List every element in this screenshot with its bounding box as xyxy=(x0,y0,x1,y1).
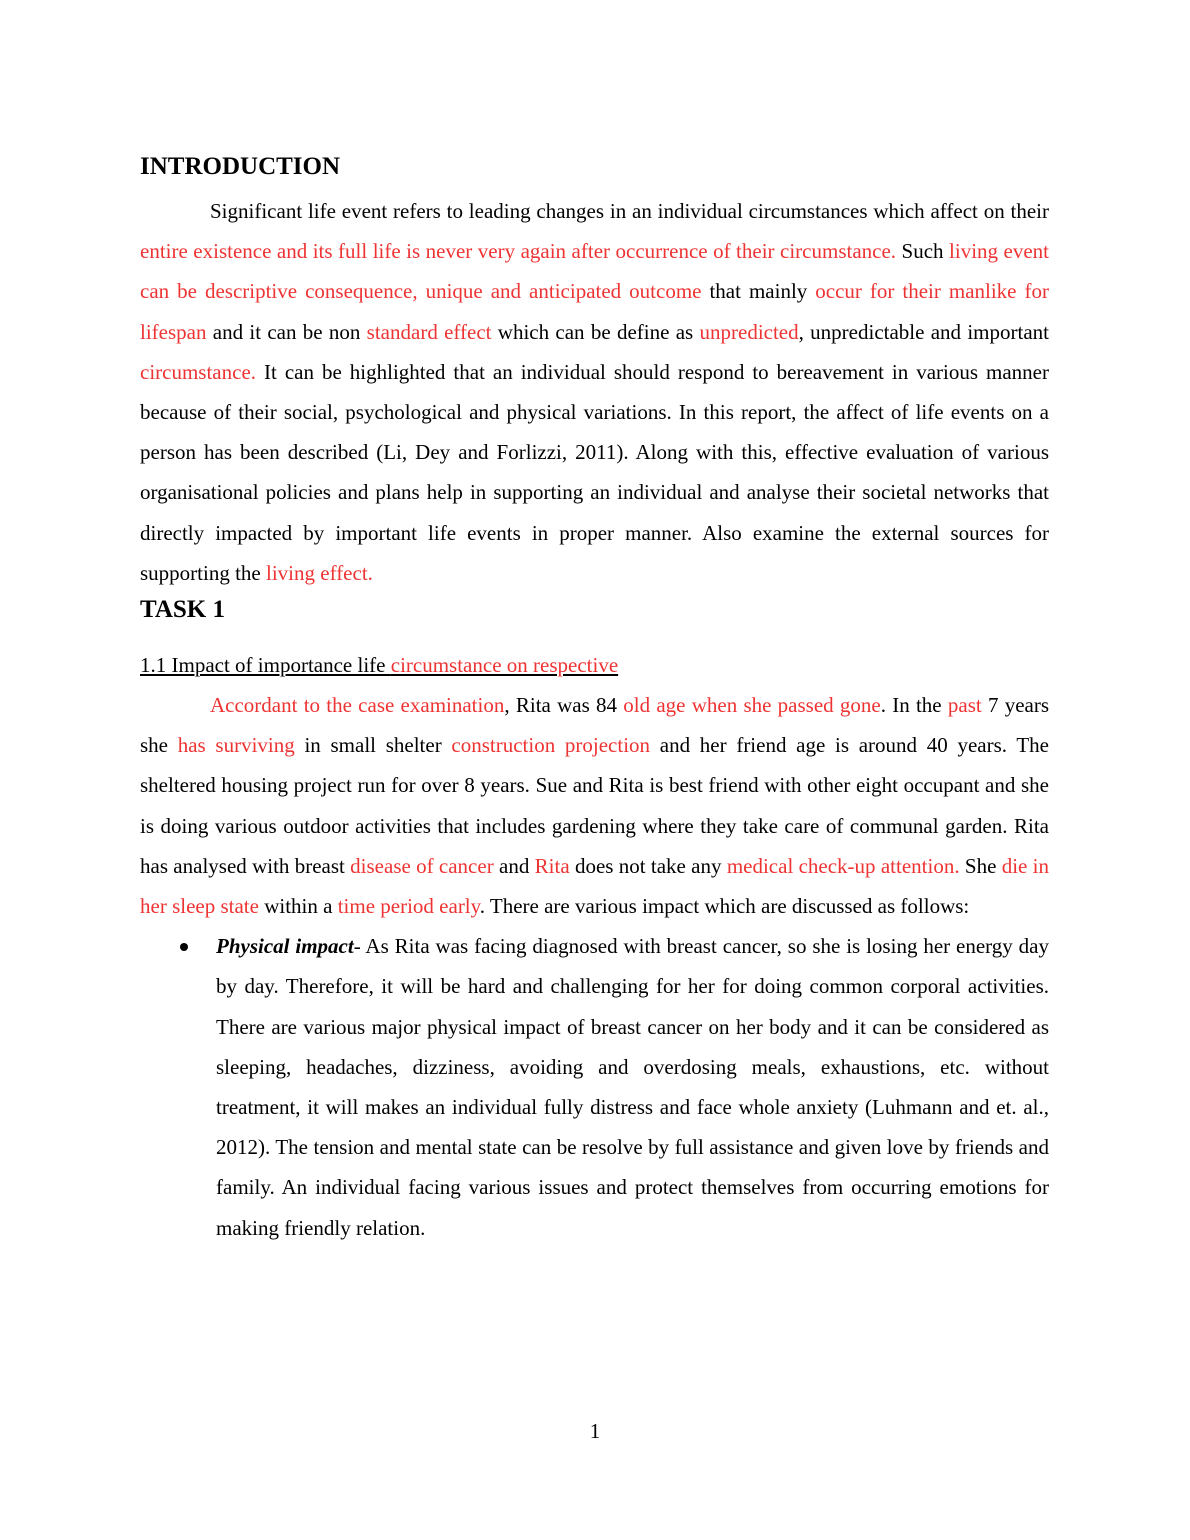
subheading-text: 1.1 Impact of importance life xyxy=(140,653,391,678)
task-text: . In the xyxy=(880,693,948,718)
task-highlight: old age when she passed gone xyxy=(623,693,881,718)
introduction-heading: INTRODUCTION xyxy=(140,153,341,180)
task-text: . There are various impact which are discussed as follows: xyxy=(479,894,970,919)
subheading-highlight: circumstance on respective xyxy=(390,653,619,678)
intro-text: that mainly xyxy=(701,279,816,304)
task-highlight: medical check-up attention. xyxy=(726,853,960,878)
task-text: within a xyxy=(258,894,338,919)
intro-highlight: living event can be descriptive consequence, unique and anticipated outcome xyxy=(140,239,1050,304)
intro-text: It can be highlighted that an individual should respond to bereavement in various manner because of their social, psychological and physical variations. In this report, the affect of life events on a person has been described (Li, Dey and Forlizzi, 2011). Along with this, effective evaluation of various organisational policies and plans help in supporting an individual and analyse their societal networks that directly impacted by important life events in proper manner. Also examine the external sources for supporting the xyxy=(140,359,1049,585)
intro-highlight: living effect. xyxy=(266,560,373,585)
intro-highlight: unpredicted xyxy=(699,319,799,344)
intro-text: , unpredictable and important xyxy=(798,319,1049,344)
bullet-text: - As Rita was facing diagnosed with breast cancer, so she is losing her energy day by day. Therefore, it will be hard and challenging for her for doing common corporal activities. There are various major physical impact of breast cancer on her body and it can be considered as sleeping, headaches, dizziness, avoiding and overdosing meals, exhaustions, etc. without treatment, it will makes an individual fully distress and face whole anxiety (Luhmann and et. al., 2012). The tension and mental state can be resolve by full assistance and given love by friends and family. An individual facing various issues and protect themselves from occurring emotions for making friendly relation. xyxy=(216,934,1049,1240)
task-highlight: disease of cancer xyxy=(350,853,494,878)
impact-list xyxy=(140,926,1049,1248)
task-text: 7 years she xyxy=(140,693,1049,758)
task-highlight: Accordant to the case examination xyxy=(210,693,505,718)
task-highlight: past xyxy=(947,693,982,718)
task-text: does not take any xyxy=(569,853,727,878)
intro-highlight: circumstance. xyxy=(140,359,257,384)
task-text: in small shelter xyxy=(294,733,452,758)
task-highlight: has surviving xyxy=(177,733,295,758)
task-text: , Rita was 84 xyxy=(504,693,624,718)
bullet-icon xyxy=(180,943,188,951)
task-text: She xyxy=(959,853,1002,878)
intro-highlight: entire existence and its full life is never very again after occurrence of their circumstance. xyxy=(140,239,897,264)
document-page xyxy=(140,150,1049,1248)
task-highlight: die in her sleep state xyxy=(140,853,1049,919)
task1-paragraph xyxy=(140,685,1049,926)
intro-text: Significant life event refers to leading changes in an individual circumstances which affect on their xyxy=(210,199,1049,223)
task-highlight: Rita xyxy=(534,853,570,878)
intro-highlight: occur for their manlike for lifespan xyxy=(140,279,1049,344)
page-number: 1 xyxy=(589,1419,601,1443)
list-item xyxy=(216,926,1049,1248)
section-subheading xyxy=(140,645,1049,685)
bullet-term: Physical impact xyxy=(216,934,354,959)
task-text: and xyxy=(493,853,535,878)
intro-text: which can be define as xyxy=(491,319,700,344)
task-highlight: construction projection xyxy=(451,733,651,758)
intro-text: and it can be non xyxy=(206,319,367,344)
task1-heading: TASK 1 xyxy=(140,596,225,624)
introduction-paragraph xyxy=(140,191,1049,593)
task-text: and her friend age is around 40 years. The sheltered housing project run for over 8 years. Sue and Rita is best friend with other eight occupant and she is doing various outdoor activities that includes gardening where they take care of communal garden. Rita has analysed with breast xyxy=(140,733,1049,878)
task-highlight: time period early xyxy=(337,894,480,919)
intro-text: Such xyxy=(896,239,950,264)
intro-highlight: standard effect xyxy=(366,319,492,344)
